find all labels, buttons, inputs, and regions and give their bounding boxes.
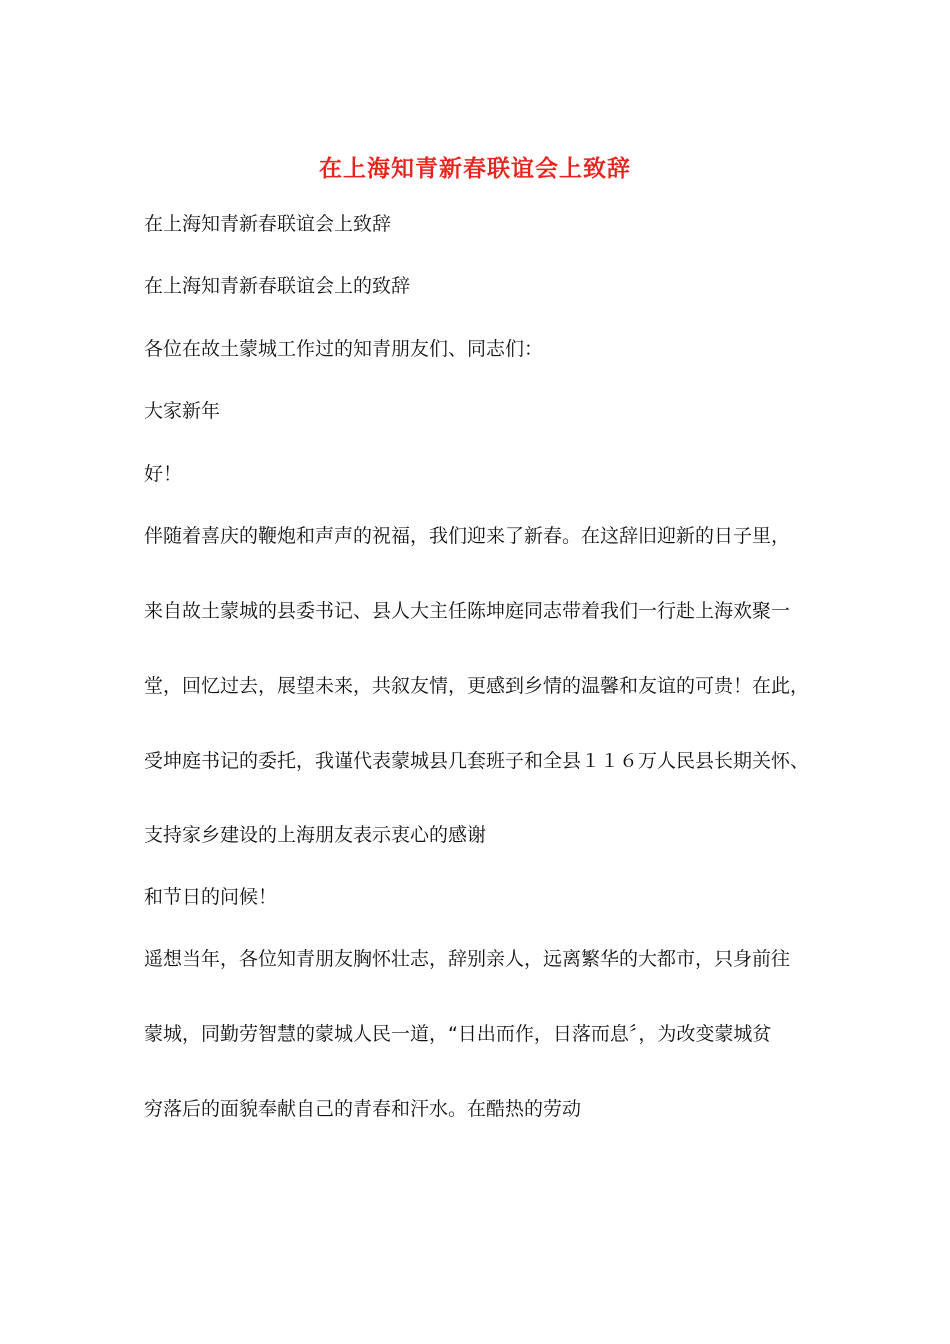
text-line-9: 受坤庭书记的委托，我谨代表蒙城县几套班子和全县１１６万人民县长期关怀、	[144, 750, 810, 772]
text-line-14: 穷落后的面貌奉献自己的青春和汗水。在酷热的劳动	[144, 1098, 582, 1120]
text-line-4: 大家新年	[144, 400, 221, 422]
text-line-11: 和节日的问候！	[144, 886, 278, 908]
text-line-2: 在上海知青新春联谊会上的致辞	[144, 275, 411, 297]
text-line-13: 蒙城，同勤劳智慧的蒙城人民一道，“日出而作，日落而息〞，为改变蒙城贫	[144, 1023, 772, 1045]
text-line-10: 支持家乡建设的上海朋友表示衷心的感谢	[144, 824, 487, 846]
text-line-8: 堂，回忆过去，展望未来，共叙友情，更感到乡情的温馨和友谊的可贵！在此，	[144, 675, 810, 697]
text-line-6: 伴随着喜庆的鞭炮和声声的祝福，我们迎来了新春。在这辞旧迎新的日子里，	[144, 525, 791, 547]
text-line-7: 来自故土蒙城的县委书记、县人大主任陈坤庭同志带着我们一行赴上海欢聚一	[144, 600, 791, 622]
text-line-12: 遥想当年，各位知青朋友胸怀壮志，辞别亲人，远离繁华的大都市，只身前往	[144, 948, 791, 970]
document-title: 在上海知青新春联谊会上致辞	[319, 155, 631, 182]
text-line-3: 各位在故土蒙城工作过的知青朋友们、同志们：	[144, 338, 544, 360]
text-line-1: 在上海知青新春联谊会上致辞	[144, 213, 392, 235]
text-line-5: 好！	[144, 463, 183, 485]
